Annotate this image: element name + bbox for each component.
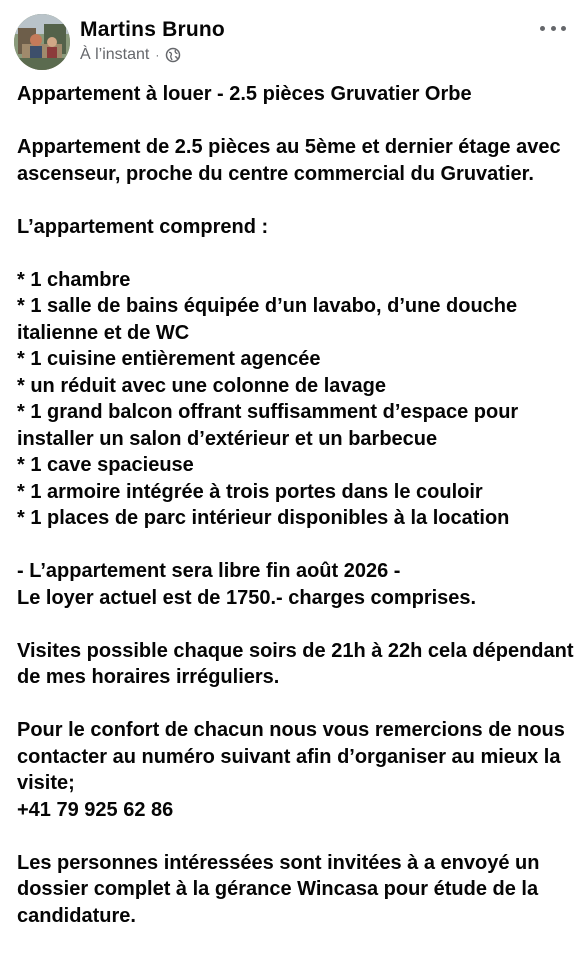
author-name[interactable]: Martins Bruno: [80, 18, 225, 41]
post-header: [14, 14, 570, 70]
post-paragraph-availability: - L’appartement sera libre fin août 2026 - Le loyer actuel est de 1750.- charges comprises.: [17, 560, 477, 609]
more-dot: [540, 26, 545, 31]
timestamp[interactable]: À l’instant: [80, 46, 150, 63]
post-paragraph-contact: Pour le confort de chacun nous vous remercions de nous contacter au numéro suivant afin d’organiser au mieux la visite; +41 79 925 62 86: [17, 719, 565, 821]
more-dot: [551, 26, 556, 31]
post-paragraph-includes-heading: L’appartement comprend :: [17, 215, 269, 238]
post-meta: [80, 46, 181, 64]
more-options-icon[interactable]: [540, 20, 566, 36]
meta-separator: ·: [155, 48, 160, 62]
post-paragraph-application: Les personnes intéressées sont invitées à a envoyé un dossier complet à la gérance Wincasa pour étude de la candidature.: [17, 851, 540, 927]
avatar[interactable]: [14, 14, 70, 70]
post-paragraph-features-list: * 1 chambre * 1 salle de bains équipée d’un lavabo, d’une douche italienne et de WC * 1 cuisine entièrement agencée * un réduit avec une colonne de lavage * 1 grand balcon offrant suffisamment d’espace pour installer un salon d’extérieur et un barbecue * 1 cave spacieuse * 1 armoire intégrée à trois portes dans le couloir * 1 places de parc intérieur disponibles à la location: [17, 268, 519, 529]
post-title: Appartement à louer - 2.5 pièces Gruvatier Orbe: [17, 83, 472, 105]
more-dot: [561, 26, 566, 31]
post-paragraph-visits: Visites possible chaque soirs de 21h à 22h cela dépendant de mes horaires irréguliers.: [17, 639, 574, 688]
globe-icon: [165, 47, 181, 63]
post-paragraph-description: Appartement de 2.5 pièces au 5ème et dernier étage avec ascenseur, proche du centre commercial du Gruvatier.: [17, 136, 561, 185]
avatar-photo: [14, 14, 70, 70]
post-body: [17, 81, 577, 929]
